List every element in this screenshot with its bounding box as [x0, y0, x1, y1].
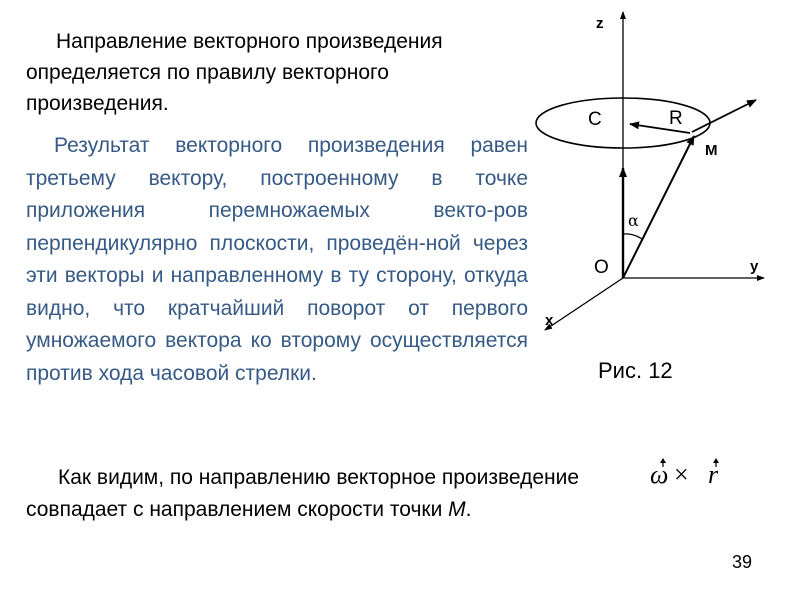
center-label: C — [588, 109, 602, 130]
definition-paragraph: Результат векторного произведения равен третьему вектору, построенному в точке приложения перемножаемых векто-ров перпендикулярно плоскости, проведён-ной через эти векторы и направленному в ту сторону, откуда видно, что кратчайший поворот от первого умножаемого вектора ко второму осуществляется против хода часовой стрелки. — [26, 134, 528, 385]
alpha-label: α — [628, 211, 639, 230]
figure-caption: Рис. 12 — [598, 358, 673, 383]
figure-12-diagram — [530, 0, 770, 360]
times-symbol: × — [674, 460, 689, 489]
intro-line-1: Направление векторного произведения — [56, 30, 443, 53]
y-axis-label: y — [750, 258, 759, 275]
omega-symbol: ω — [650, 460, 669, 489]
point-m-label: M — [448, 498, 466, 521]
point-m-diagram-label: M — [705, 142, 718, 159]
x-axis-label: x — [545, 312, 554, 329]
intro-line-2: определяется по правилу векторного произведения. — [26, 61, 389, 115]
velocity-vector — [692, 100, 756, 132]
r-symbol: r — [708, 460, 719, 489]
origin-label: O — [594, 257, 609, 278]
conclusion-period: . — [465, 498, 472, 521]
z-axis-label: z — [596, 15, 604, 32]
alpha-angle-arc — [623, 234, 642, 239]
radius-label: R — [669, 108, 683, 129]
position-vector — [623, 136, 694, 278]
conclusion-line-1: Как видим, по направлению векторное произведение — [58, 466, 580, 489]
intro-paragraph — [26, 26, 506, 119]
conclusion-line-2-text: совпадает с направлением скорости точки — [26, 498, 449, 521]
page-number: 39 — [732, 552, 753, 572]
conclusion-line-2 — [26, 494, 666, 526]
x-axis — [545, 278, 623, 330]
conclusion-paragraph — [26, 460, 669, 526]
